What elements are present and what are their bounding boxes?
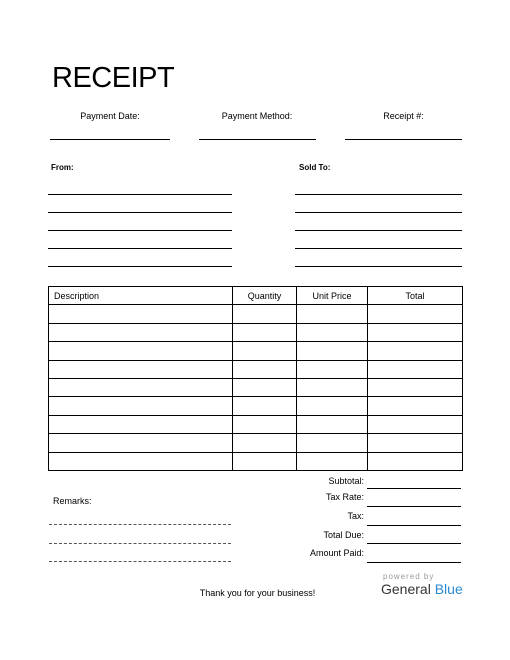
unit-price-cell[interactable]: [297, 360, 368, 378]
sold-to-line-1[interactable]: [295, 194, 462, 195]
total-cell[interactable]: [368, 452, 463, 470]
sold-to-line-5[interactable]: [295, 266, 462, 267]
sold-to-line-2[interactable]: [295, 212, 462, 213]
page-title: RECEIPT: [52, 62, 175, 94]
unit-price-cell[interactable]: [297, 378, 368, 396]
subtotal-field[interactable]: [367, 488, 461, 489]
brand-logo: [381, 581, 463, 597]
payment-date-field[interactable]: [50, 139, 170, 140]
remarks-label: Remarks:: [53, 496, 92, 506]
table-row: [49, 342, 463, 360]
description-cell[interactable]: [49, 452, 233, 470]
sold-to-line-4[interactable]: [295, 248, 462, 249]
payment-date-label: Payment Date:: [80, 111, 140, 121]
table-row: [49, 397, 463, 415]
tax-rate-label: Tax Rate:: [325, 492, 364, 502]
payment-method-field[interactable]: [199, 139, 316, 140]
table-row: [49, 305, 463, 323]
remarks-line-3[interactable]: [49, 561, 231, 562]
header-total: Total: [368, 287, 463, 305]
unit-price-cell[interactable]: [297, 415, 368, 433]
amount-paid-label: Amount Paid:: [309, 548, 364, 558]
unit-price-cell[interactable]: [297, 452, 368, 470]
receipt-number-field[interactable]: [345, 139, 462, 140]
unit-price-cell[interactable]: [297, 397, 368, 415]
from-line-1[interactable]: [48, 194, 232, 195]
quantity-cell[interactable]: [233, 378, 297, 396]
table-row: [49, 323, 463, 341]
description-cell[interactable]: [49, 305, 233, 323]
table-header-row: [49, 287, 463, 305]
description-cell[interactable]: [49, 342, 233, 360]
description-cell[interactable]: [49, 360, 233, 378]
thank-you-note: Thank you for your business!: [199, 588, 316, 598]
quantity-cell[interactable]: [233, 452, 297, 470]
powered-by-text: powered by: [383, 572, 435, 581]
table-row: [49, 434, 463, 452]
from-line-2[interactable]: [48, 212, 232, 213]
remarks-line-2[interactable]: [49, 543, 231, 544]
total-due-label: Total Due:: [323, 530, 364, 540]
total-due-field[interactable]: [367, 543, 461, 544]
total-cell[interactable]: [368, 378, 463, 396]
unit-price-cell[interactable]: [297, 323, 368, 341]
tax-label: Tax:: [347, 511, 364, 521]
description-cell[interactable]: [49, 415, 233, 433]
from-line-4[interactable]: [48, 248, 232, 249]
payment-method-label: Payment Method:: [221, 111, 293, 121]
items-table: [48, 286, 463, 471]
total-cell[interactable]: [368, 415, 463, 433]
unit-price-cell[interactable]: [297, 342, 368, 360]
remarks-line-1[interactable]: [49, 524, 231, 525]
description-cell[interactable]: [49, 378, 233, 396]
from-line-5[interactable]: [48, 266, 232, 267]
total-cell[interactable]: [368, 360, 463, 378]
sold-to-label: Sold To:: [299, 163, 331, 172]
quantity-cell[interactable]: [233, 342, 297, 360]
table-row: [49, 452, 463, 470]
quantity-cell[interactable]: [233, 434, 297, 452]
table-row: [49, 360, 463, 378]
unit-price-cell[interactable]: [297, 305, 368, 323]
brand-name-part2: Blue: [434, 581, 463, 597]
total-cell[interactable]: [368, 323, 463, 341]
tax-field[interactable]: [367, 525, 461, 526]
sold-to-line-3[interactable]: [295, 230, 462, 231]
amount-paid-field[interactable]: [367, 562, 461, 563]
description-cell[interactable]: [49, 397, 233, 415]
total-cell[interactable]: [368, 397, 463, 415]
quantity-cell[interactable]: [233, 305, 297, 323]
unit-price-cell[interactable]: [297, 434, 368, 452]
from-line-3[interactable]: [48, 230, 232, 231]
receipt-number-label: Receipt #:: [383, 111, 424, 121]
subtotal-label: Subtotal:: [328, 476, 364, 486]
table-row: [49, 415, 463, 433]
total-cell[interactable]: [368, 434, 463, 452]
quantity-cell[interactable]: [233, 397, 297, 415]
total-cell[interactable]: [368, 305, 463, 323]
header-description: Description: [49, 287, 233, 305]
quantity-cell[interactable]: [233, 323, 297, 341]
quantity-cell[interactable]: [233, 360, 297, 378]
table-row: [49, 378, 463, 396]
quantity-cell[interactable]: [233, 415, 297, 433]
from-label: From:: [51, 163, 74, 172]
description-cell[interactable]: [49, 323, 233, 341]
header-unit-price: Unit Price: [297, 287, 368, 305]
tax-rate-field[interactable]: [367, 506, 461, 507]
header-quantity: Quantity: [233, 287, 297, 305]
brand-name-part1: General: [381, 581, 431, 597]
total-cell[interactable]: [368, 342, 463, 360]
description-cell[interactable]: [49, 434, 233, 452]
